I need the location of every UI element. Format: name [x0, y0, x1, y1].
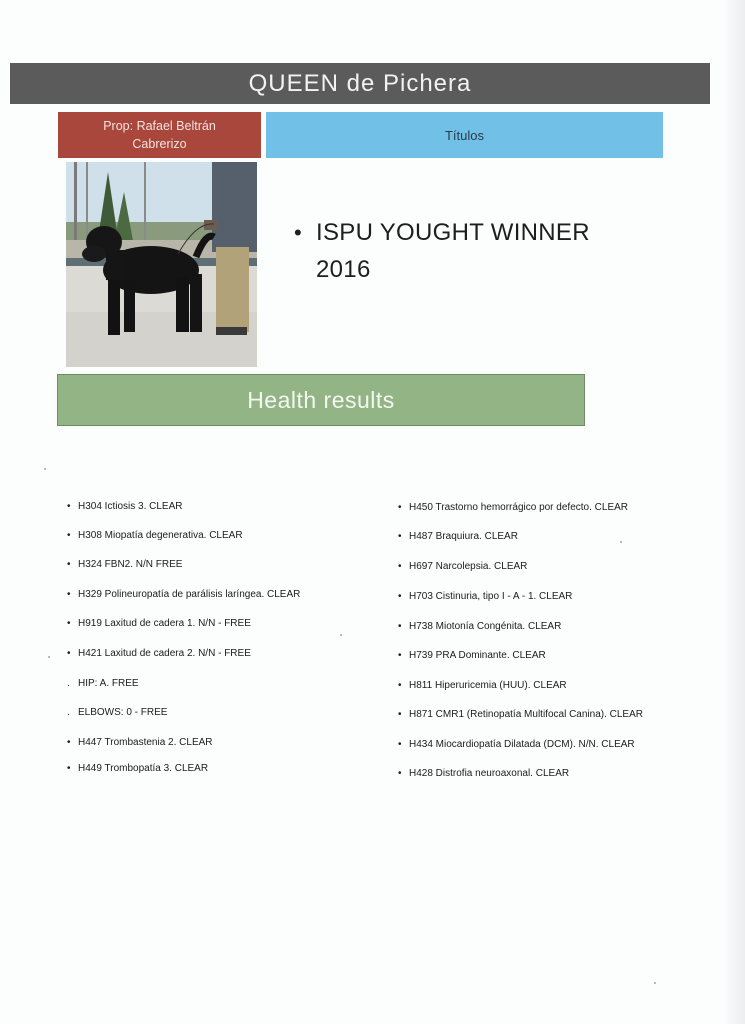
scan-edge-shadow [723, 0, 745, 1024]
dog-name-title: QUEEN de Pichera [248, 69, 472, 97]
bullet-icon: • [398, 531, 402, 542]
bullet-icon: • [67, 618, 71, 629]
list-item-text: H871 CMR1 (Retinopatía Multifocal Canina). CLEAR [409, 709, 643, 720]
bullet-icon: • [398, 768, 402, 779]
list-item [67, 501, 183, 512]
list-item-text: H703 Cistinuria, tipo I - A - 1. CLEAR [409, 591, 573, 602]
list-item [67, 589, 300, 600]
list-item [398, 621, 561, 632]
list-item [398, 650, 546, 661]
owner-label: Prop: Rafael Beltrán Cabrerizo [103, 119, 216, 151]
list-item [67, 648, 251, 659]
list-item-text: H449 Trombopatía 3. CLEAR [78, 763, 209, 774]
bullet-icon: • [67, 763, 71, 774]
bullet-icon: • [67, 589, 71, 600]
list-item [398, 709, 643, 720]
titles-header-box [266, 112, 663, 158]
list-item-text: H447 Trombastenia 2. CLEAR [78, 737, 213, 748]
bullet-icon: • [67, 648, 71, 659]
list-item-text: H487 Braquiura. CLEAR [409, 531, 518, 542]
dog-photo [66, 162, 257, 367]
list-item-text: H421 Laxitud de cadera 2. N/N - FREE [78, 648, 251, 659]
list-item-text: H738 Miotonía Congénita. CLEAR [409, 621, 562, 632]
list-item-text: H324 FBN2. N/N FREE [78, 559, 183, 570]
scan-speck [48, 656, 50, 658]
list-item [398, 768, 569, 779]
bullet-icon: • [67, 737, 71, 748]
list-item [398, 502, 628, 513]
bullet-icon: • [398, 591, 402, 602]
list-item-text: H329 Polineuropatía de parálisis laríngea. CLEAR [78, 589, 301, 600]
list-item-text: H919 Laxitud de cadera 1. N/N - FREE [78, 618, 251, 629]
list-item [67, 559, 182, 570]
scan-speck [340, 634, 342, 636]
list-item-text: ELBOWS: 0 - FREE [78, 707, 168, 718]
list-item-text: H697 Narcolepsia. CLEAR [409, 561, 528, 572]
bullet-icon: • [398, 561, 402, 572]
titles-heading: Títulos [444, 127, 484, 143]
bullet-icon: • [398, 739, 402, 750]
title-item [294, 214, 634, 288]
owner-box [58, 112, 261, 158]
bullet-icon: • [398, 502, 402, 513]
scan-speck [654, 982, 656, 984]
list-item [398, 531, 518, 542]
scan-speck [620, 541, 622, 543]
list-item [67, 530, 243, 541]
bullet-icon: • [398, 650, 402, 661]
health-results-heading: Health results [247, 386, 395, 413]
list-item-text: HIP: A. FREE [78, 678, 139, 689]
bullet-icon: • [398, 621, 402, 632]
list-item-text: H304 Ictiosis 3. CLEAR [78, 501, 183, 512]
list-item-text: H434 Miocardiopatía Dilatada (DCM). N/N. CLEAR [409, 739, 635, 750]
list-item [398, 680, 567, 691]
list-item [67, 737, 213, 748]
title-item-text: ISPU YOUGHT WINNER 2016 [316, 219, 590, 283]
list-item-text: H450 Trastorno hemorrágico por defecto. CLEAR [409, 502, 628, 513]
list-item-text: H811 Hiperuricemia (HUU). CLEAR [409, 680, 567, 691]
list-item [398, 591, 572, 602]
bullet-icon: . [67, 678, 70, 689]
titles-list [294, 214, 634, 288]
bullet-icon: . [67, 707, 70, 718]
list-item-text: H308 Miopatía degenerativa. CLEAR [78, 530, 243, 541]
bullet-icon: • [67, 559, 71, 570]
health-results-banner [57, 374, 585, 426]
bullet-icon: • [398, 680, 402, 691]
list-item [67, 763, 208, 774]
list-item [67, 678, 139, 689]
bullet-icon: • [398, 709, 402, 720]
bullet-icon: • [67, 530, 71, 541]
bullet-icon: • [294, 220, 303, 245]
dog-name-banner [10, 63, 710, 104]
list-item-text: H428 Distrofia neuroaxonal. CLEAR [409, 768, 570, 779]
list-item [398, 561, 527, 572]
list-item [398, 739, 635, 750]
list-item [67, 618, 251, 629]
list-item [67, 707, 167, 718]
bullet-icon: • [67, 501, 71, 512]
scan-speck [44, 468, 46, 470]
list-item-text: H739 PRA Dominante. CLEAR [409, 650, 546, 661]
